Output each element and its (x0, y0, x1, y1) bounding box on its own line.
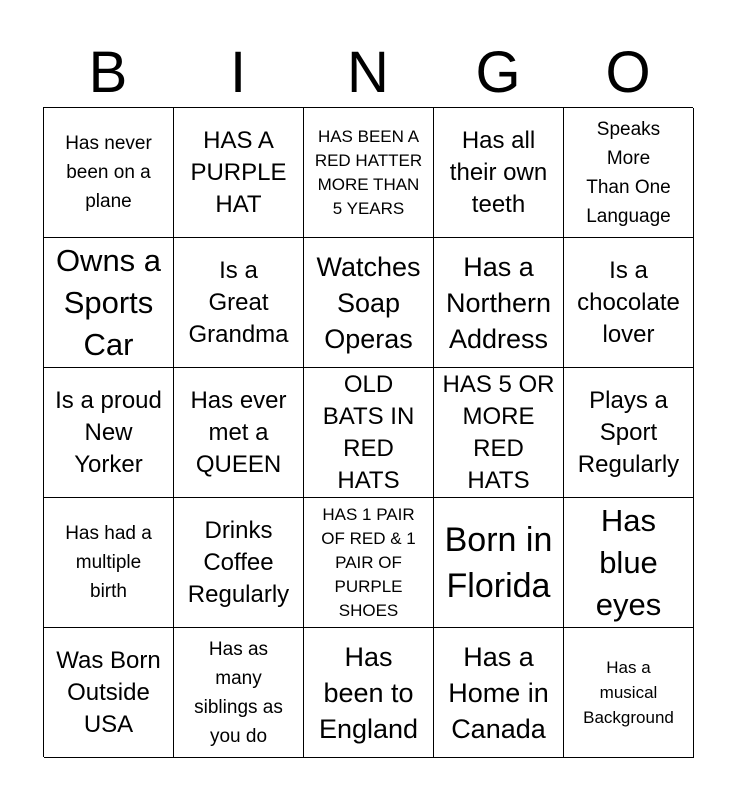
bingo-cell[interactable]: Speaks More Than One Language (564, 108, 694, 238)
bingo-cell[interactable]: Has ever met a QUEEN (174, 368, 304, 498)
bingo-cell[interactable]: Watches Soap Operas (304, 238, 434, 368)
bingo-cell[interactable]: Born in Florida (434, 498, 564, 628)
bingo-cell[interactable]: Has blue eyes (564, 498, 694, 628)
bingo-cell[interactable]: Is a proud New Yorker (44, 368, 174, 498)
header-letter-o: O (605, 40, 651, 105)
bingo-cell[interactable]: Owns a Sports Car (44, 238, 174, 368)
bingo-grid (43, 107, 693, 757)
bingo-cell[interactable]: Was Born Outside USA (44, 628, 174, 758)
header-letter-i: I (229, 40, 247, 105)
bingo-cell[interactable]: Has never been on a plane (44, 108, 174, 238)
bingo-cell[interactable]: Is a chocolate lover (564, 238, 694, 368)
bingo-cell[interactable]: Has been to England (304, 628, 434, 758)
bingo-cell[interactable]: HAS BEEN A RED HATTER MORE THAN 5 YEARS (304, 108, 434, 238)
bingo-cell[interactable]: Has all their own teeth (434, 108, 564, 238)
bingo-cell[interactable]: Has a Home in Canada (434, 628, 564, 758)
bingo-header (43, 40, 693, 106)
bingo-cell[interactable]: HAS A PURPLE HAT (174, 108, 304, 238)
bingo-cell[interactable]: Has as many siblings as you do (174, 628, 304, 758)
header-letter-b: B (88, 40, 128, 105)
bingo-cell[interactable]: HAS 1 PAIR OF RED & 1 PAIR OF PURPLE SHOES (304, 498, 434, 628)
bingo-cell[interactable]: Plays a Sport Regularly (564, 368, 694, 498)
bingo-cell[interactable]: Drinks Coffee Regularly (174, 498, 304, 628)
bingo-cell[interactable]: Has a musical Background (564, 628, 694, 758)
bingo-cell[interactable]: Is a Great Grandma (174, 238, 304, 368)
bingo-cell[interactable]: HAS 5 OR MORE RED HATS (434, 368, 564, 498)
bingo-cell[interactable]: Has had a multiple birth (44, 498, 174, 628)
header-letter-g: G (475, 40, 521, 105)
bingo-cell[interactable]: OLD BATS IN RED HATS (304, 368, 434, 498)
bingo-cell[interactable]: Has a Northern Address (434, 238, 564, 368)
header-letter-n: N (347, 40, 389, 105)
